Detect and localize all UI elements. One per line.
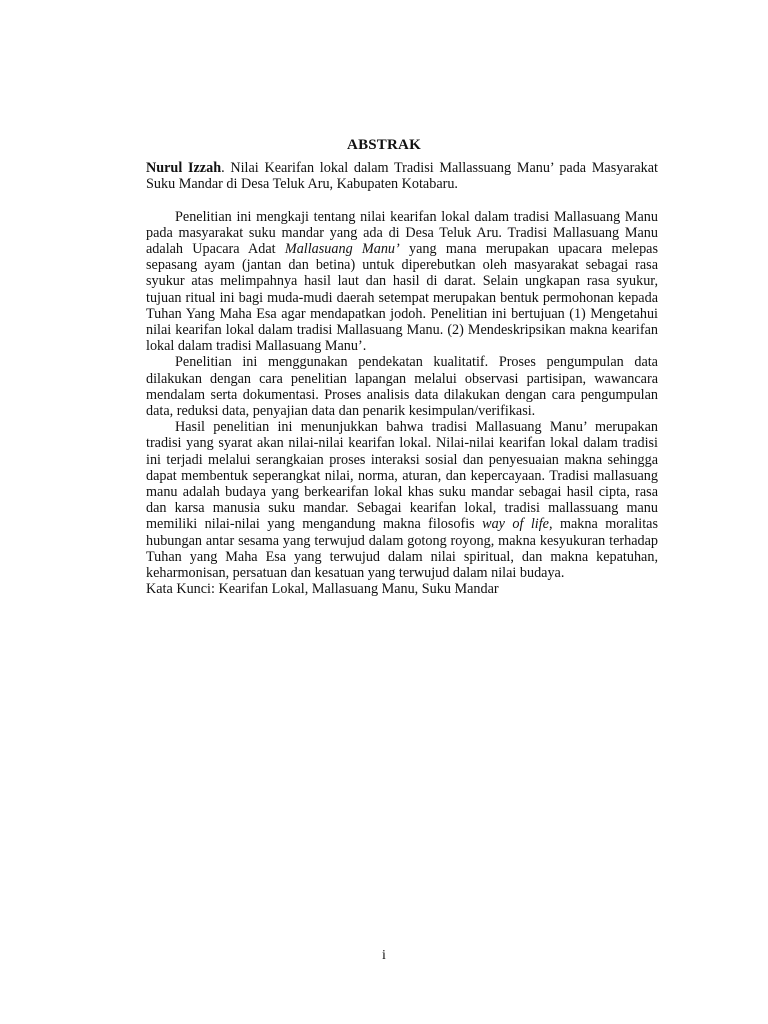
abstract-title: ABSTRAK — [347, 137, 421, 153]
author-name: Nurul Izzah — [146, 160, 222, 176]
citation-text: . Nilai Kearifan lokal dalam Tradisi Mallassuang Manu’ pada Masyarakat Suku Mandar di Desa Teluk Aru, Kabupaten Kotabaru. — [146, 160, 658, 193]
abstract-body — [146, 160, 658, 597]
paragraph-3-text-b: , makna moralitas hubungan antar sesama yang terwujud dalam gotong royong, makna kesyukuran terhadap Tuhan yang Maha Esa yang terwujud dalam nilai spiritual, dan makna kepatuhan, keharmonisan, persatuan dan kesatuan yang terwujud dalam nilai budaya. — [146, 516, 658, 582]
paragraph-1-text-b: yang mana merupakan upacara melepas sepasang ayam (jantan dan betina) untuk diperebutkan oleh masyarakat sebagai rasa syukur atas melimpahnya hasil laut dan hasil di darat. Selain ungkapan rasa syukur, tujuan ritual ini bagi muda-mudi daerah setempat merupakan bentuk permohonan kepada Tuhan Yang Maha Esa agar mendapatkan jodoh. Penelitian ini bertujuan (1) Mengetahui nilai kearifan lokal dalam tradisi Mallasuang Manu. (2) Mendeskripsikan makna kearifan lokal dalam tradisi Mallasuang Manu’. — [146, 241, 658, 355]
paragraph-1-italic: Mallasuang Manu’ — [284, 241, 400, 257]
paragraph-3 — [146, 419, 658, 581]
keywords: Kata Kunci: Kearifan Lokal, Mallasuang Manu, Suku Mandar — [146, 581, 499, 598]
paragraph-3-italic: way of life — [482, 516, 549, 533]
paragraph-2: Penelitian ini menggunakan pendekatan kualitatif. Proses pengumpulan data dilakukan dengan cara penelitian lapangan melalui observasi partisipan, wawancara mendalam serta dokumentasi. Proses analisis data dilakukan dengan cara pengumpulan data, reduksi data, penyajian data dan penarik kesimpulan/verifikasi. — [146, 354, 658, 420]
paragraph-1 — [146, 209, 658, 355]
citation-header — [146, 160, 658, 192]
paragraph-3-text-a: Hasil penelitian ini menunjukkan bahwa tradisi Mallasuang Manu’ merupakan tradisi yang syarat akan nilai-nilai kearifan lokal. Nilai-nilai kearifan lokal dalam tradisi ini terjadi melalui serangkaian proses interaksi sosial dan penyesuaian makna sehingga dapat membentuk seperangkat nilai, norma, aturan, dan kepercayaan. Tradisi mallasuang manu adalah budaya yang berkearifan lokal khas suku mandar sebagai hasil cipta, rasa dan karsa manusia suku mandar. Sebagai kearifan lokal, tradisi mallassuang manu memiliki nilai-nilai yang mengandung makna filosofis — [146, 419, 658, 533]
page-number: i — [382, 948, 386, 963]
paragraph-1-text-a: Penelitian ini mengkaji tentang nilai kearifan lokal dalam tradisi Mallasuang Manu pada masyarakat suku mandar yang ada di Desa Teluk Aru. Tradisi Mallasuang Manu adalah Upacara Adat — [146, 208, 658, 257]
